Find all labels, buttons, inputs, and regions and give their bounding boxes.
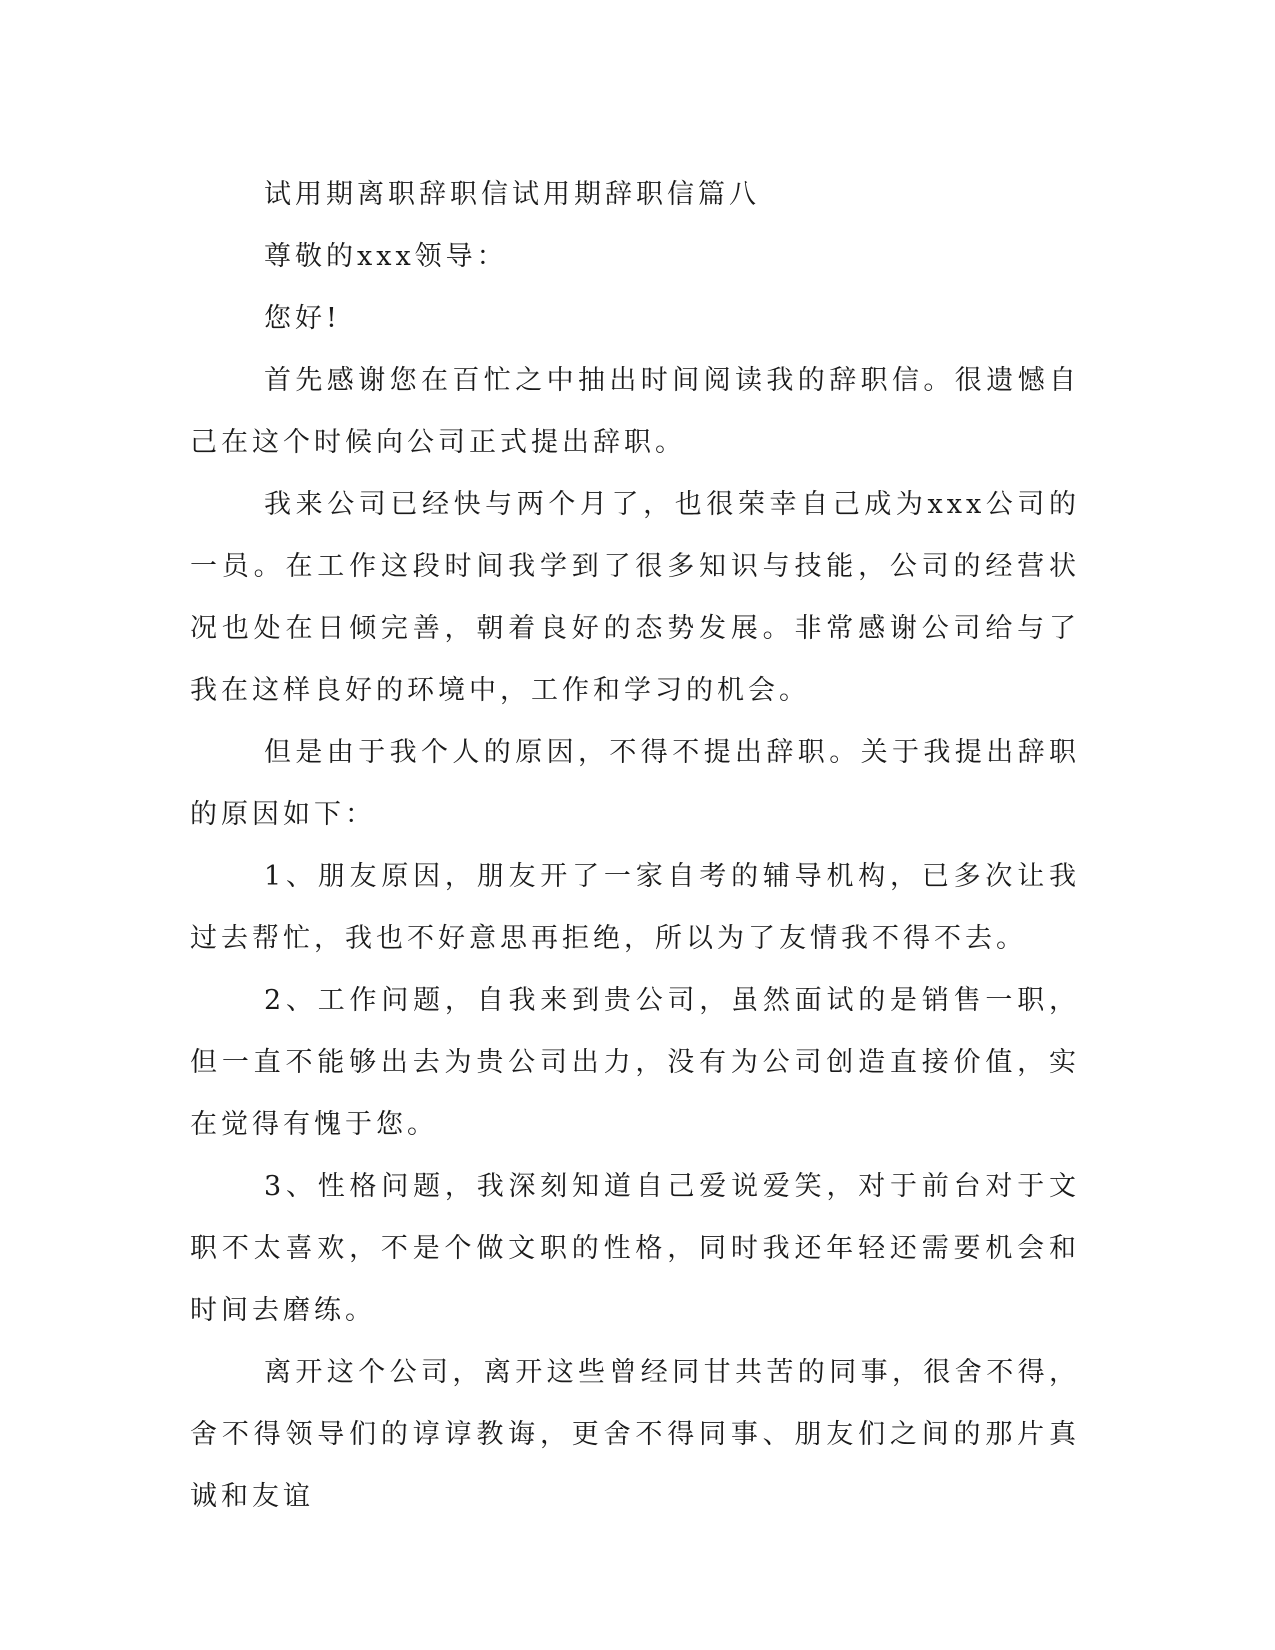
paragraph-experience: 我来公司已经快与两个月了，也很荣幸自己成为xxx公司的一员。在工作这段时间我学到了很多知识与技能，公司的经营状况也处在日倾完善，朝着良好的态势发展。非常感谢公司给与了我在这样良好的环境中，工作和学习的机会。 bbox=[190, 489, 1080, 706]
salutation: 尊敬的xxx领导： bbox=[264, 241, 508, 272]
letter-body bbox=[190, 164, 1080, 1528]
paragraph-reason-1: 1、朋友原因，朋友开了一家自考的辅导机构，已多次让我过去帮忙，我也不好意思再拒绝，所以为了友情我不得不去。 bbox=[190, 861, 1080, 954]
paragraph-reason-intro: 但是由于我个人的原因，不得不提出辞职。关于我提出辞职的原因如下： bbox=[190, 737, 1080, 830]
greeting: 您好! bbox=[264, 303, 341, 334]
paragraph-reason-3: 3、性格问题，我深刻知道自己爱说爱笑，对于前台对于文职不太喜欢，不是个做文职的性格，同时我还年轻还需要机会和时间去磨练。 bbox=[190, 1171, 1080, 1326]
paragraph-reason-2: 2、工作问题，自我来到贵公司，虽然面试的是销售一职，但一直不能够出去为贵公司出力，没有为公司创造直接价值，实在觉得有愧于您。 bbox=[190, 985, 1080, 1140]
document-title: 试用期离职辞职信试用期辞职信篇八 bbox=[264, 179, 760, 210]
paragraph-thanks: 首先感谢您在百忙之中抽出时间阅读我的辞职信。很遗憾自己在这个时候向公司正式提出辞职。 bbox=[190, 365, 1080, 458]
paragraph-farewell: 离开这个公司，离开这些曾经同甘共苦的同事，很舍不得，舍不得领导们的谆谆教诲，更舍不得同事、朋友们之间的那片真诚和友谊 bbox=[190, 1357, 1080, 1512]
